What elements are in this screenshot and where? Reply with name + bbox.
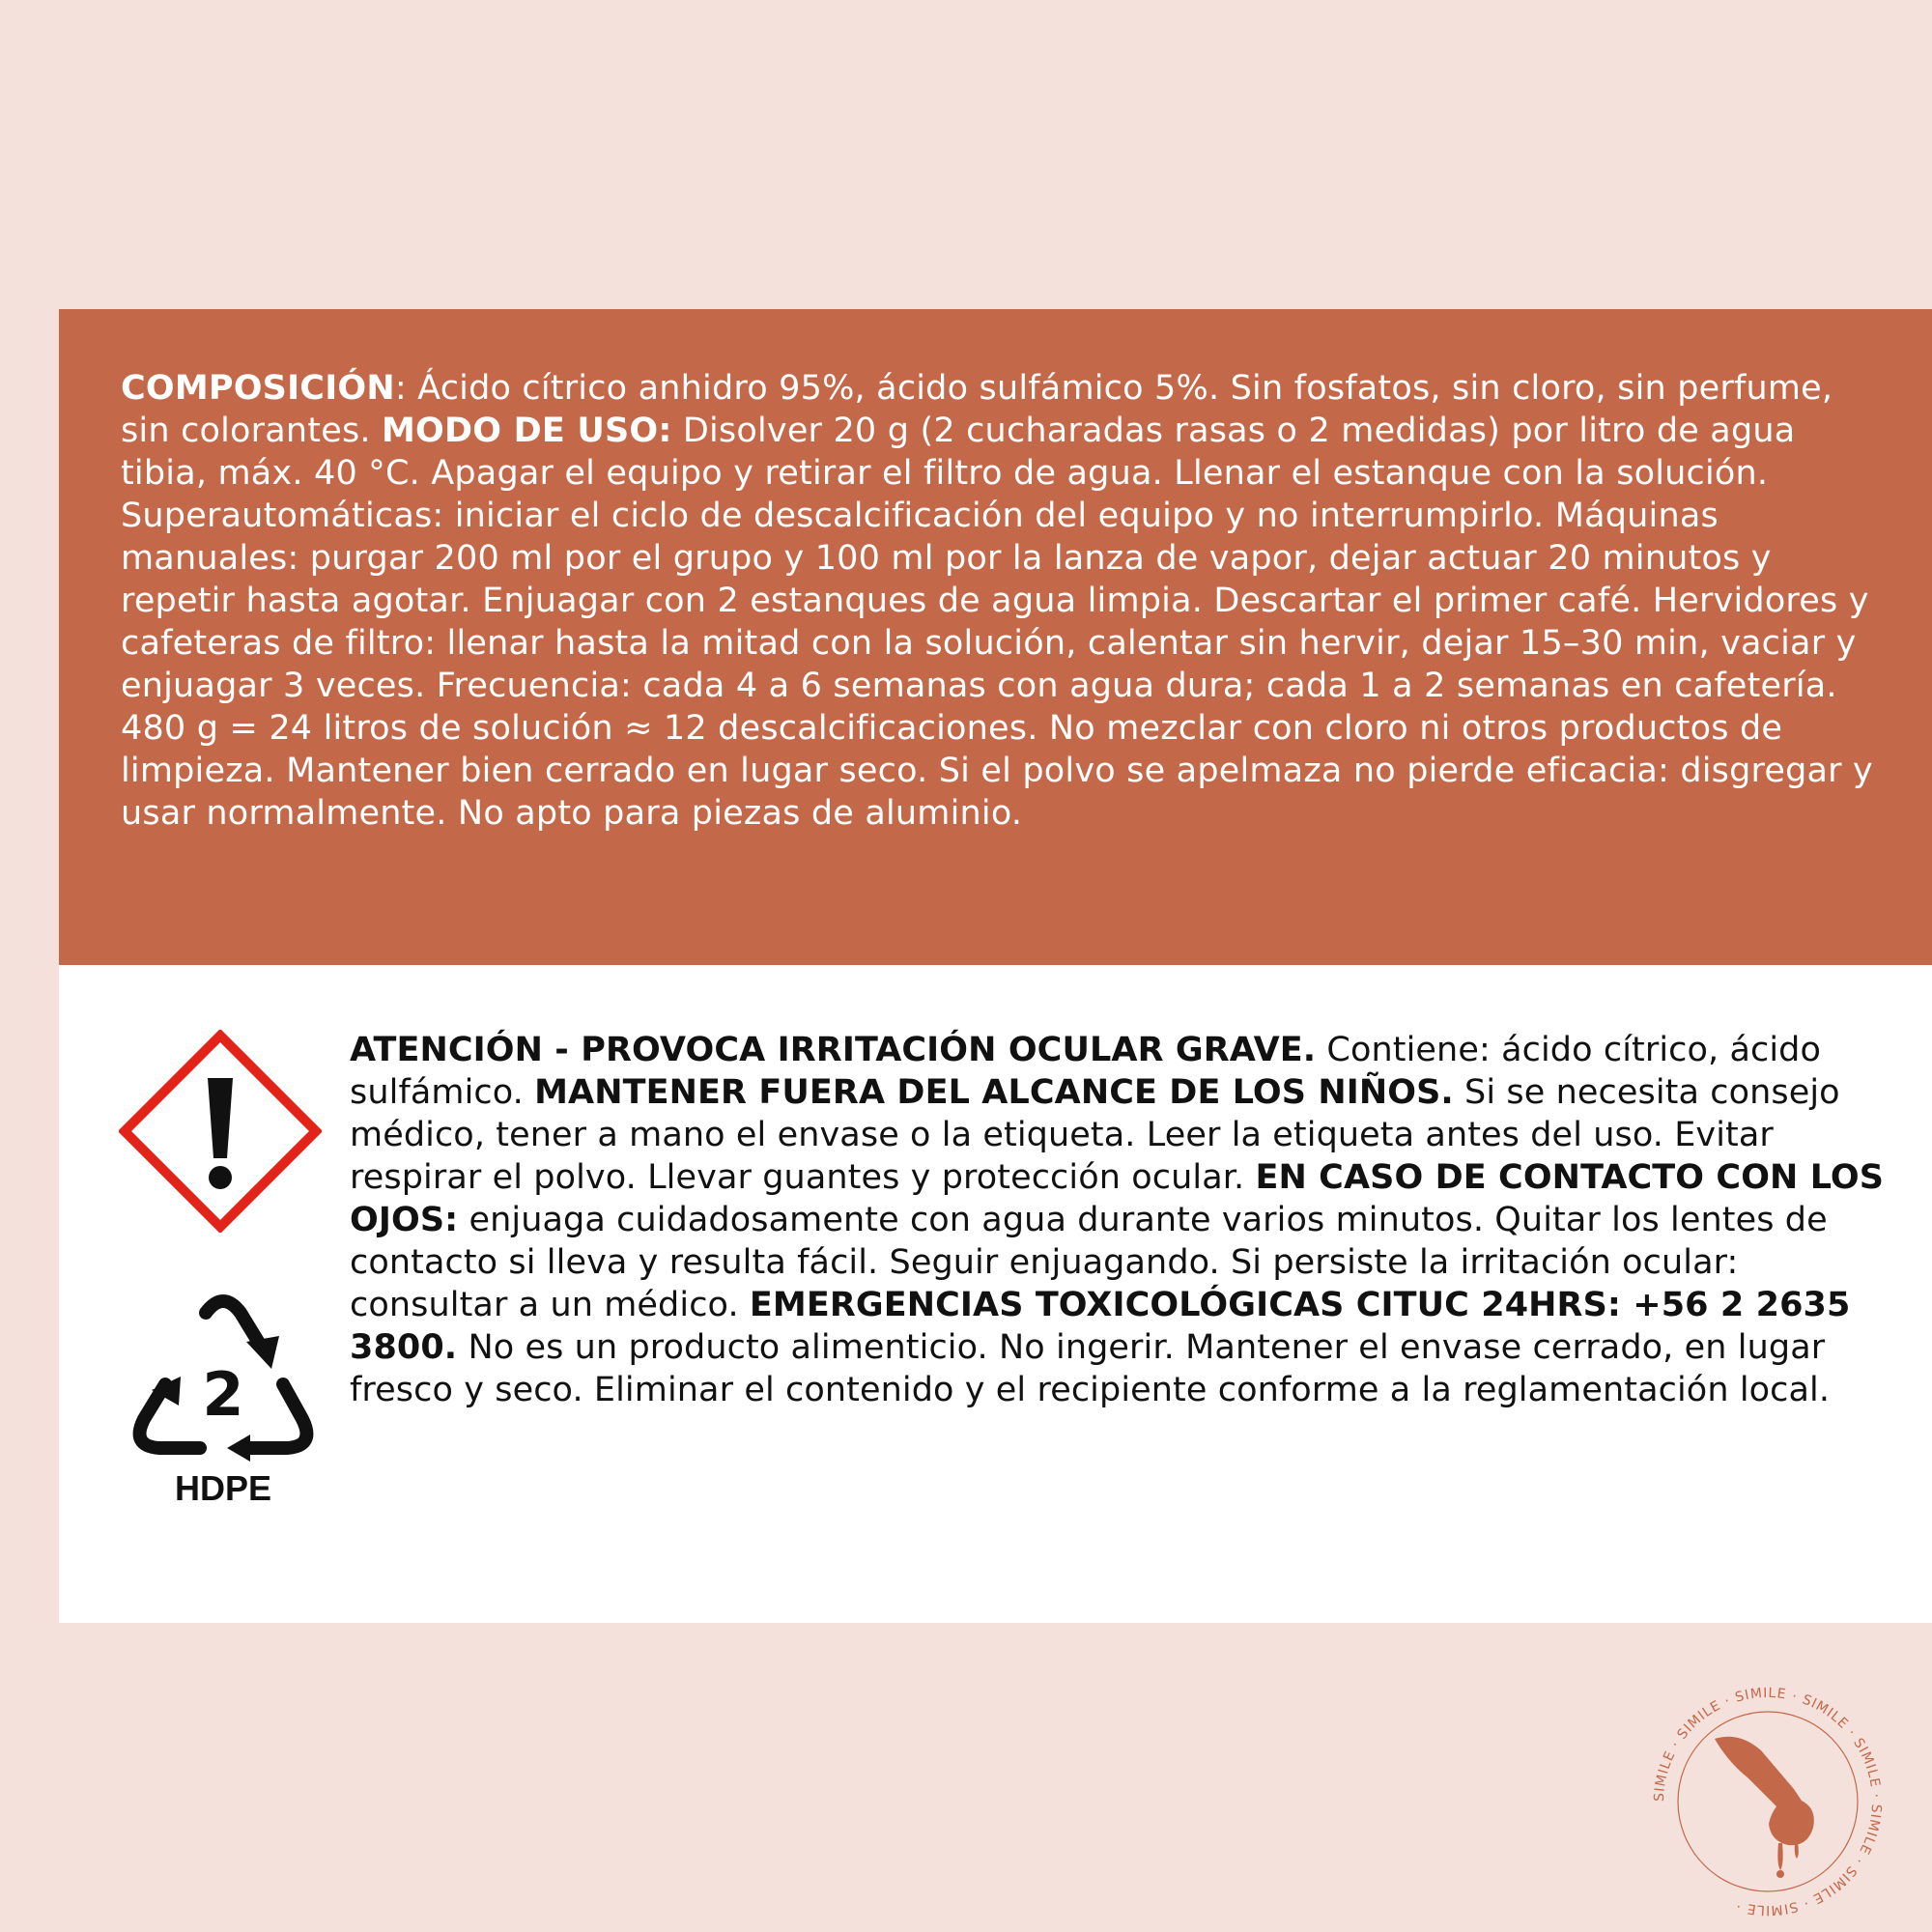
spoon-icon — [1715, 1737, 1817, 1878]
usage-label: MODO DE USO: — [382, 412, 672, 450]
warning-text-1: Contiene: ácido cítrico, ácido sulfámico. — [350, 1031, 1822, 1112]
composition-text: : Ácido cítrico anhidro 95%, ácido sulfámico 5%. Sin fosfatos, sin cloro, sin perfume, sin colorantes. — [121, 369, 1833, 450]
instructions-panel — [59, 309, 1932, 965]
exclamation-hazard-icon — [119, 1030, 322, 1233]
composition-label: COMPOSICIÓN — [121, 369, 395, 408]
keep-away-warning: MANTENER FUERA DEL ALCANCE DE LOS NIÑOS. — [534, 1073, 1454, 1112]
eye-contact-heading: EN CASO DE CONTACTO CON LOS OJOS: — [350, 1158, 1885, 1239]
recycle-material: HDPE — [174, 1468, 272, 1506]
recycle-hdpe-icon — [127, 1284, 320, 1506]
recycle-code: 2 — [202, 1359, 244, 1430]
warning-text — [350, 1029, 1895, 1411]
instructions-text — [121, 367, 1879, 835]
stamp-text: SIMILE · SIMILE · SIMILE · SIMILE · SIMILE · SIMILE · SIMILE · SIMILE · — [1651, 1685, 1885, 1918]
usage-text: Disolver 20 g (2 cucharadas rasas o 2 medidas) por litro de agua tibia, máx. 40 °C. Apagar el equipo y retirar el filtro de agua. Llenar el estanque con la solución. Superautomáticas: iniciar el ciclo de descalcificación del equipo y no interrumpirlo. Máquinas manuales: purgar 200 ml por el grupo y 100 ml por la lanza de vapor, dejar actuar 20 minutos y repetir hasta agotar. Enjuagar con 2 estanques de agua limpia. Descartar el primer café. Hervidores y cafeteras de filtro: llenar hasta la mitad con la solución, calentar sin hervir, dejar 15–30 min, vaciar y enjuagar 3 veces. Frecuencia: cada 4 a 6 semanas con agua dura; cada 1 a 2 semanas en cafetería. 480 g = 24 litros de solución ≈ 12 descalcificaciones. No mezclar con cloro ni otros productos de limpieza. Mantener bien cerrado en lugar seco. Si el polvo se apelmaza no pierde eficacia: disgregar y usar normalmente. No apto para piezas de aluminio. — [121, 412, 1873, 833]
warning-text-4: No es un producto alimenticio. No ingerir. Mantener el envase cerrado, en lugar fresco y seco. Eliminar el contenido y el recipiente conforme a la reglamentación local. — [350, 1328, 1831, 1409]
warning-heading: ATENCIÓN - PROVOCA IRRITACIÓN OCULAR GRAVE. — [350, 1031, 1317, 1069]
safety-panel — [59, 965, 1932, 1623]
warning-text-3: enjuaga cuidadosamente con agua durante varios minutos. Quitar los lentes de contacto si lleva y resulta fácil. Seguir enjuagando. Si persiste la irritación ocular: consultar a un médico. — [350, 1201, 1828, 1324]
warning-text-2: Si se necesita consejo médico, tener a mano el envase o la etiqueta. Leer la etiqueta antes del uso. Evitar respirar el polvo. Llevar guantes y protección ocular. — [350, 1073, 1840, 1197]
emergency-contact: EMERGENCIAS TOXICOLÓGICAS CITUC 24HRS: +56 2 2635 3800. — [350, 1286, 1851, 1367]
brand-stamp — [1647, 1681, 1889, 1922]
